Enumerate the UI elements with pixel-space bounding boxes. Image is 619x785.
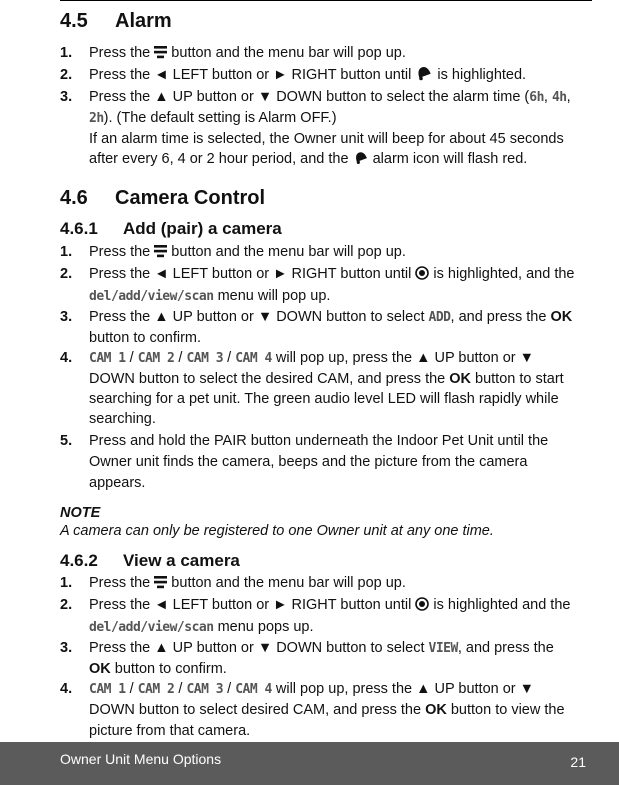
lcd-text: CAM 2: [137, 682, 175, 697]
list-item: [60, 638, 579, 679]
lcd-text: CAM 3: [186, 351, 224, 366]
subsection-number: 4.6.2: [60, 551, 98, 570]
list-item: [60, 307, 579, 348]
top-rule: [60, 0, 592, 1]
lcd-text: CAM 1: [89, 682, 126, 697]
list-item: [60, 43, 579, 65]
step-number: 3.: [60, 89, 73, 105]
list-item: [60, 679, 579, 742]
note-block: [60, 505, 579, 539]
step-number: 3.: [60, 309, 73, 325]
step-number: 2.: [60, 266, 73, 282]
list-item: [60, 348, 579, 429]
step-text: Press the button and the menu bar will pop up.: [89, 43, 579, 65]
add-camera-steps: [60, 242, 579, 494]
lcd-text: 2h: [89, 111, 104, 126]
step-number: 4.: [60, 681, 73, 697]
section-heading-camera-control: [60, 187, 579, 210]
subsection-number: 4.6.1: [60, 219, 98, 238]
step-text: CAM 1 / CAM 2 / CAM 3 / CAM 4 will pop up, press the ▲ UP button or ▼ DOWN button to select the desired CAM, and press the OK button to start searching for a pet unit. The green audio level LED will flash rapidly while searching.: [89, 350, 564, 427]
subsection-title: Add (pair) a camera: [123, 219, 282, 238]
list-item: [60, 65, 579, 87]
subsection-heading-add-camera: [60, 219, 579, 239]
step-number: 1.: [60, 45, 73, 61]
step-number: 1.: [60, 244, 73, 260]
lcd-text: ADD: [428, 310, 451, 325]
footer-section-title: Owner Unit Menu Options: [60, 751, 222, 767]
subsection-title: View a camera: [123, 551, 240, 570]
step-number: 4.: [60, 350, 73, 366]
step-number: 2.: [60, 597, 73, 613]
step-text: Press and hold the PAIR button underneath the Indoor Pet Unit until the Owner unit finds the camera, beeps and the picture from the camera appears.: [89, 433, 549, 491]
lcd-text: 6h: [529, 90, 544, 105]
lcd-text: del/add/view/scan: [89, 289, 214, 304]
step-text: Press the ▲ UP button or ▼ DOWN button to select VIEW, and press the OK button to confirm.: [89, 640, 554, 677]
step-number: 1.: [60, 575, 73, 591]
subsection-heading-view-camera: [60, 551, 579, 571]
list-item: [60, 595, 579, 638]
lcd-text: CAM 2: [137, 351, 175, 366]
step-text: Press the ▲ UP button or ▼ DOWN button to select ADD, and press the OK button to confirm.: [89, 309, 573, 346]
list-item: [60, 242, 579, 264]
note-heading: NOTE: [60, 505, 101, 521]
camera-icon: [415, 597, 429, 617]
camera-icon: [415, 266, 429, 286]
section-title: Camera Control: [115, 187, 266, 209]
step-text: CAM 1 / CAM 2 / CAM 3 / CAM 4 will pop up, press the ▲ UP button or ▼ DOWN button to select desired CAM, and press the OK button to view the picture from that camera.: [89, 681, 565, 739]
step-text: Press the ◄ LEFT button or ► RIGHT button until is highlighted.: [89, 65, 579, 87]
list-item: [60, 87, 579, 171]
list-item: [60, 264, 579, 307]
step-text: Press the button and the menu bar will pop up.: [89, 242, 579, 264]
page-footer: [0, 742, 619, 785]
view-camera-steps: [60, 573, 579, 742]
lcd-text: CAM 3: [186, 682, 224, 697]
lcd-text: CAM 1: [89, 351, 126, 366]
section-heading-alarm: [60, 10, 579, 33]
section-number: 4.5: [60, 10, 88, 32]
alarm-bell-icon: [353, 150, 369, 171]
alarm-bell-icon: [415, 65, 433, 87]
menu-icon: [154, 45, 167, 65]
menu-icon: [154, 244, 167, 264]
step-text: Press the ◄ LEFT button or ► RIGHT button until is highlighted, and the del/add/view/scan menu will pop up.: [89, 266, 575, 304]
lcd-text: VIEW: [428, 641, 458, 656]
note-text: A camera can only be registered to one Owner unit at any one time.: [60, 523, 494, 539]
list-item: [60, 573, 579, 595]
step-number: 2.: [60, 67, 73, 83]
step-text: Press the ◄ LEFT button or ► RIGHT button until is highlighted and the del/add/view/scan menu pops up.: [89, 597, 571, 635]
list-item: [60, 431, 579, 494]
page-content: [60, 10, 579, 742]
menu-icon: [154, 575, 167, 595]
section-title: Alarm: [115, 10, 172, 32]
step-number: 3.: [60, 640, 73, 656]
page-number: 21: [570, 754, 586, 770]
step-text: Press the ▲ UP button or ▼ DOWN button to select the alarm time (6h, 4h, 2h). (The default setting is Alarm OFF.) If an alarm time is selected, the Owner unit will beep for about 45 seconds after every 6, 4 or 2 hour period, and the alarm icon will flash red.: [89, 87, 579, 171]
lcd-text: CAM 4: [235, 351, 272, 366]
step-number: 5.: [60, 433, 73, 449]
alarm-steps: [60, 43, 579, 171]
lcd-text: CAM 4: [235, 682, 272, 697]
step-text: Press the button and the menu bar will pop up.: [89, 573, 579, 595]
lcd-text: 4h: [551, 90, 567, 105]
lcd-text: del/add/view/scan: [89, 620, 214, 635]
section-number: 4.6: [60, 187, 88, 209]
